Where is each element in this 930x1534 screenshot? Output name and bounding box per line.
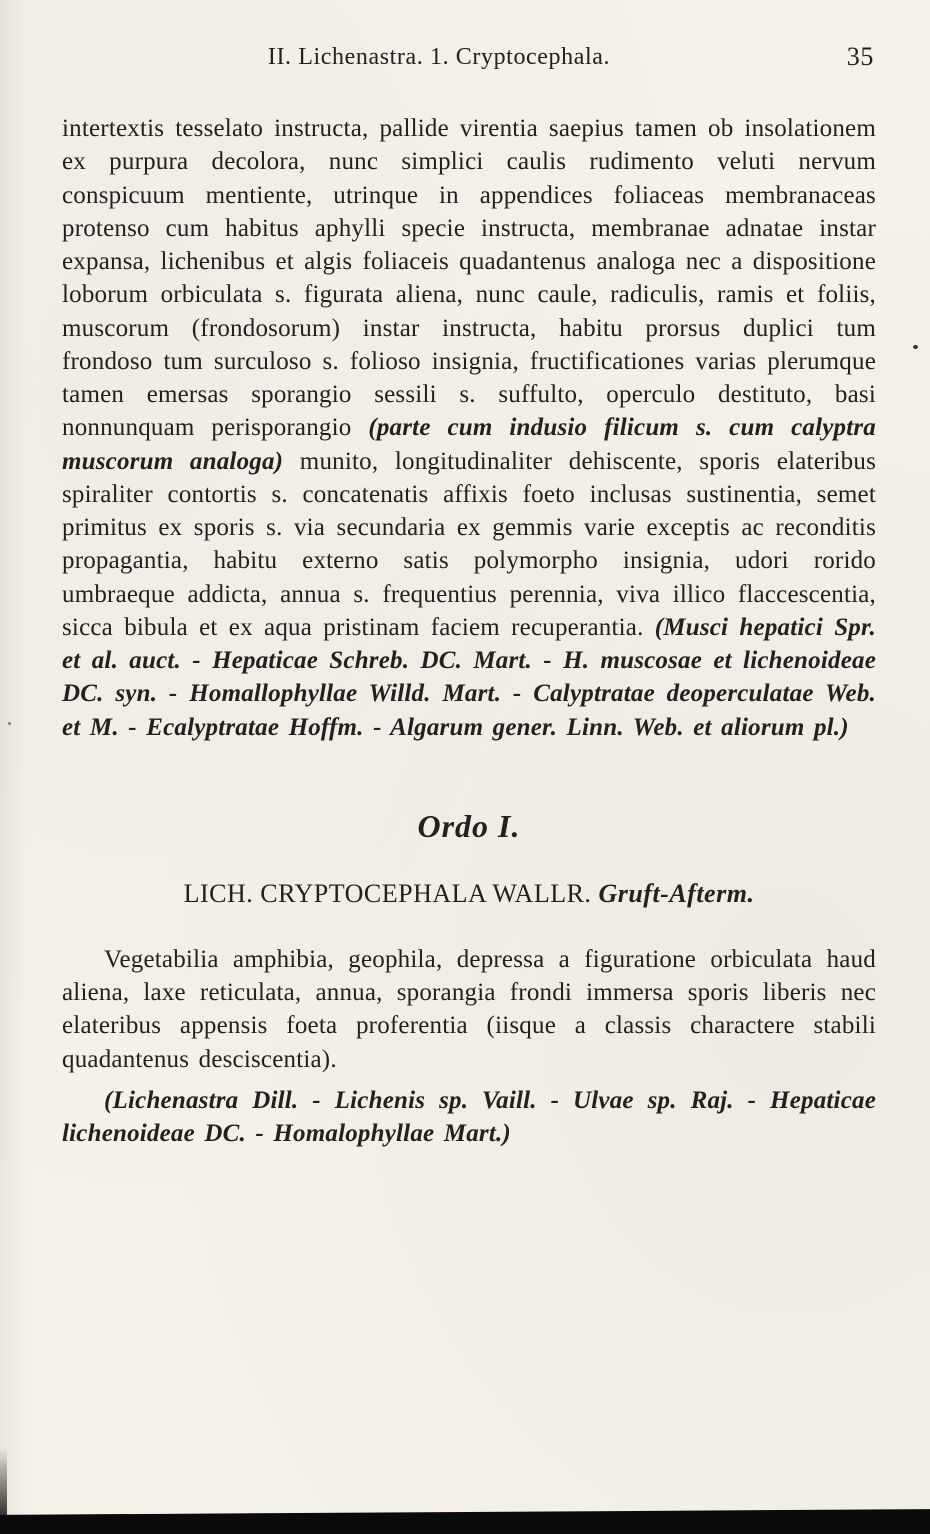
page-header	[62, 44, 876, 82]
page-number: 35	[846, 42, 874, 71]
scan-speck	[913, 345, 918, 349]
section-heading-ordo: Ordo I.	[417, 807, 521, 844]
paragraph-genus-description	[62, 112, 876, 744]
subheading-german-name: Gruft-Afterm.	[598, 878, 755, 908]
scan-edge-bottom	[0, 1509, 930, 1534]
running-title: II. Lichenastra. 1. Cryptocephala.	[267, 44, 611, 70]
paragraph-segment-roman-2: munito, longitudinaliter dehiscente, sporis elateribus spiraliter contortis s. concatenatis affixis foeto inclusas sustinentia, semet primitus ex sporis s. via secundaria ex gemmis varie exceptis ac reconditis propagantia, habitu externo satis polymorpho insignia, udori rorido umbraeque addicta, annua s. frequentius perennia, viva illico flaccescentia, sicca bibula et ex aqua pristinam faciem recuperantia.	[62, 447, 876, 641]
paragraph-synonym-list: (Lichenastra Dill. - Lichenis sp. Vaill. - Ulvae sp. Raj. - Hepaticae lichenoideae DC. - Homalophyllae Mart.)	[62, 1086, 876, 1147]
section-subheading	[62, 879, 876, 909]
scan-speck	[8, 722, 11, 725]
subheading-latin-name: LICH. CRYPTOCEPHALA WALLR.	[183, 878, 592, 908]
paragraph-segment-synonyms: (Musci hepatici Spr. et al. auct. - Hepaticae Schreb. DC. Mart. - H. muscosae et lichenoideae DC. syn. - Homallophyllae Willd. Mart. - Calyptratae deoperculatae Web. et M. - Ecalyptratae Hoffm. - Algarum gener. Linn. Web. et aliorum pl.)	[62, 613, 876, 741]
scan-edge-left	[0, 1448, 7, 1518]
paragraph-vegetabilia: Vegetabilia amphibia, geophila, depressa a figuratione orbiculata haud aliena, laxe reticulata, annua, sporangia frondi immersa sporis liberis nec elateribus appensis foeta proferentia (iisque a classis charactere stabili quadantenus desciscentia).	[62, 945, 876, 1073]
paragraph-segment-italic-1: (parte cum indusio filicum s. cum calyptra muscorum analoga)	[62, 414, 876, 475]
paragraph-segment-roman-1: intertextis tesselato instructa, pallide virentia saepius tamen ob insolationem ex purpura decolora, nunc simplici caulis rudimento veluti nervum conspicuum mentiente, utrinque in appendices foliaceas membranaceas protenso cum habitus aphylli specie instructa, membranae adnatae instar expansa, lichenibus et algis foliaceis quadantenus analoga nec a dispositione loborum orbiculata s. figurata aliena, nunc caule, radiculis, ramis et foliis, muscorum (frondosorum) instar instructa, habitu prorsus duplici tum frondoso tum surculoso s. folioso insignia, fructificationes varias plerumque tamen emersas sporangio sessili s. suffulto, operculo destituto, basi nonnunquam perisporangio	[62, 115, 876, 442]
